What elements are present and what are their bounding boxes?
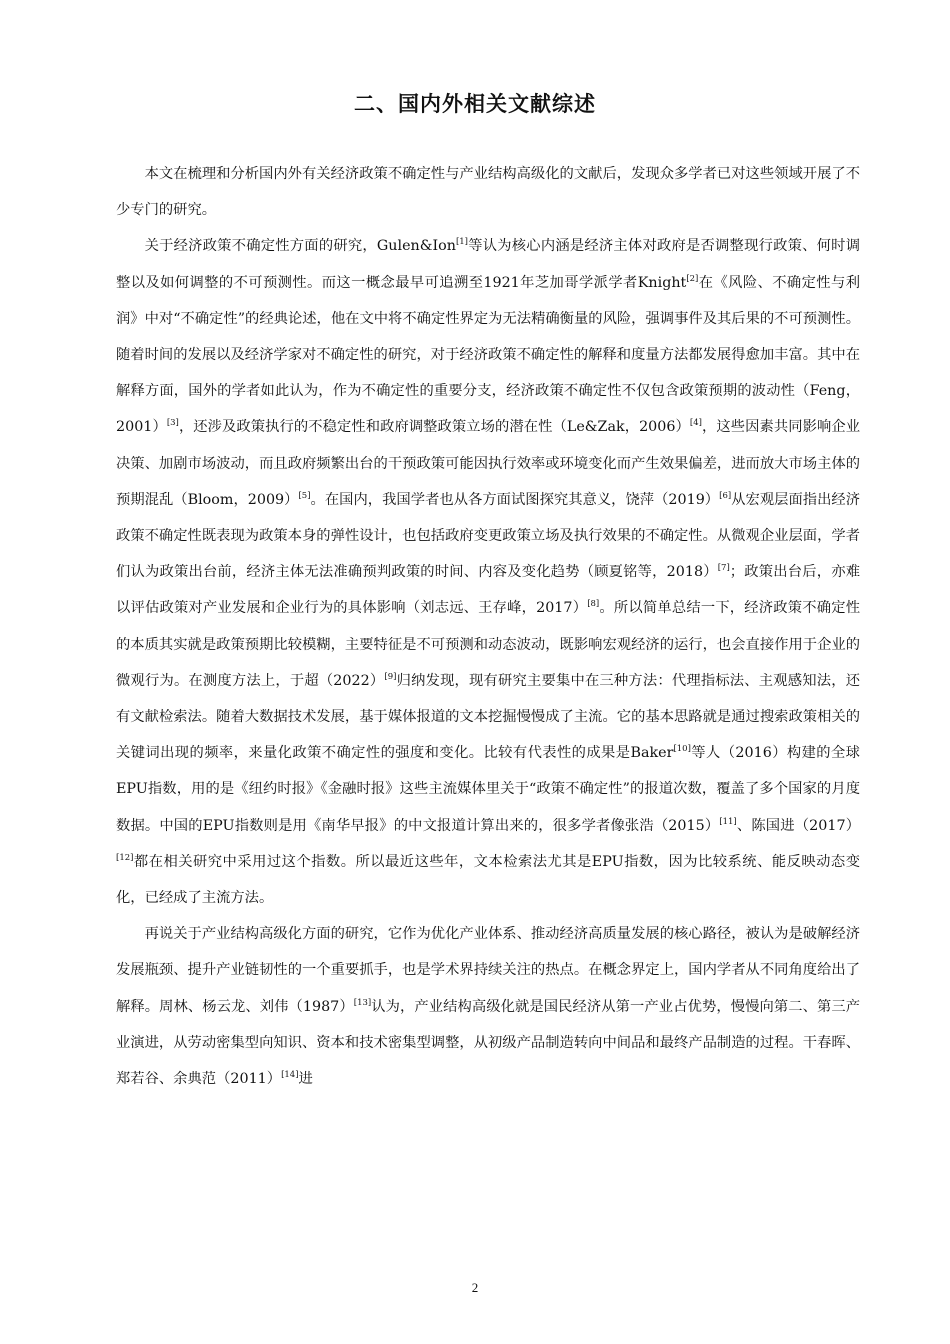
citation-ref: [12] (116, 852, 134, 863)
text-run: 等人（2016）构建的全球EPU指数，用的是《纽约时报》《金融时报》这些主流媒体里关于“政策不确定性”的报道次数，覆盖了多个国家的月度数据。中国的EPU指数则是用《南华早报》的中文报道计算出来的，很多学者像张浩（2015） (116, 745, 860, 834)
paragraph (116, 916, 860, 1097)
text-run: 关于经济政策不确定性方面的研究，Gulen&Ion (144, 238, 456, 255)
text-run: ；政策出台后，亦难以评估政策对产业发展和企业行为的具体影响（刘志远、王存峰，2017） (116, 564, 860, 617)
citation-ref: [6] (719, 490, 732, 501)
text-run: 在《风险、不确定性与利润》中对“不确定性”的经典论述，他在文中将不确定性界定为无法精确衡量的风险，强调事件及其后果的不可预测性。随着时间的发展以及经济学家对不确定性的研究，对于经济政策不确定性的解释和度量方法都发展得愈加丰富。其中在解释方面，国外的学者如此认为，作为不确定性的重要分支，经济政策不确定性不仅包含政策预期的波动性（Feng，2001） (116, 274, 860, 436)
text-run: 进 (298, 1071, 313, 1088)
citation-ref: [10] (673, 744, 691, 755)
citation-ref: [14] (281, 1070, 299, 1081)
text-run: 。所以简单总结一下，经济政策不确定性的本质其实就是政策预期比较模糊，主要特征是不可预测和动态波动，既影响宏观经济的运行，也会直接作用于企业的微观行为。在测度方法上，于超（2022） (116, 600, 860, 689)
citation-ref: [11] (719, 816, 737, 827)
text-run: ，还涉及政策执行的不稳定性和政府调整政策立场的潜在性（Le&Zak，2006） (178, 419, 690, 436)
text-run: 从宏观层面指出经济政策不确定性既表现为政策本身的弹性设计，也包括政府变更政策立场及执行效果的不确定性。从微观企业层面，学者们认为政策出台前，经济主体无法准确预判政策的时间、内容及变化趋势（顾夏铭等，2018） (116, 491, 861, 581)
citation-ref: [2] (686, 273, 699, 284)
citation-ref: [3] (166, 418, 179, 429)
text-run: 都在相关研究中采用过这个指数。所以最近这些年，文本检索法尤其是EPU指数，因为比较系统、能反映动态变化，已经成了主流方法。 (116, 853, 860, 907)
text-run: ，这些因素共同影响企业决策、加剧市场波动，而且政府频繁出台的干预政策可能因执行效率或环境变化而产生效果偏差，进而放大市场主体的预期混乱（Bloom，2009） (116, 419, 861, 508)
paragraph (116, 228, 860, 916)
text-run: 认为，产业结构高级化就是国民经济从第一产业占优势，慢慢向第二、第三产业演进，从劳动密集型向知识、资本和技术密集型调整，从初级产品制造转向中间品和最终产品制造的过程。干春晖、郑若谷、余典范（2011） (116, 998, 861, 1088)
citation-ref: [1] (455, 237, 468, 248)
section-heading: 二、国内外相关文献综述 (354, 92, 596, 116)
text-run: 等认为核心内涵是经济主体对政府是否调整现行政策、何时调整以及如何调整的不可预测性。而这一概念最早可追溯至1921年芝加哥学派学者Knight (116, 238, 860, 291)
text-run: 。在国内，我国学者也从各方面试图探究其意义，饶萍（2019） (310, 491, 720, 508)
text-run: 、陈国进（2017） (736, 817, 861, 834)
body-text (116, 156, 860, 1097)
citation-ref: [8] (587, 599, 600, 610)
citation-ref: [4] (689, 418, 702, 429)
paragraph (116, 156, 860, 228)
citation-ref: [7] (717, 563, 730, 574)
page-number: 2 (471, 1280, 479, 1295)
text-run: 本文在梳理和分析国内外有关经济政策不确定性与产业结构高级化的文献后，发现众多学者已对这些领域开展了不少专门的研究。 (116, 166, 860, 219)
text-run: 再说关于产业结构高级化方面的研究，它作为优化产业体系、推动经济高质量发展的核心路径，被认为是破解经济发展瓶颈、提升产业链韧性的一个重要抓手，也是学术界持续关注的热点。在概念界定上，国内学者从不同角度给出了解释。周林、杨云龙、刘伟（1987） (116, 926, 860, 1015)
citation-ref: [5] (298, 490, 311, 501)
text-run: 归纳发现，现有研究主要集中在三种方法：代理指标法、主观感知法，还有文献检索法。随着大数据技术发展，基于媒体报道的文本挖掘慢慢成了主流。它的基本思路就是通过搜索政策相关的关键词出现的频率，来量化政策不确定性的强度和变化。比较有代表性的成果是Baker (116, 672, 861, 762)
citation-ref: [9] (384, 671, 397, 682)
citation-ref: [13] (353, 997, 372, 1008)
